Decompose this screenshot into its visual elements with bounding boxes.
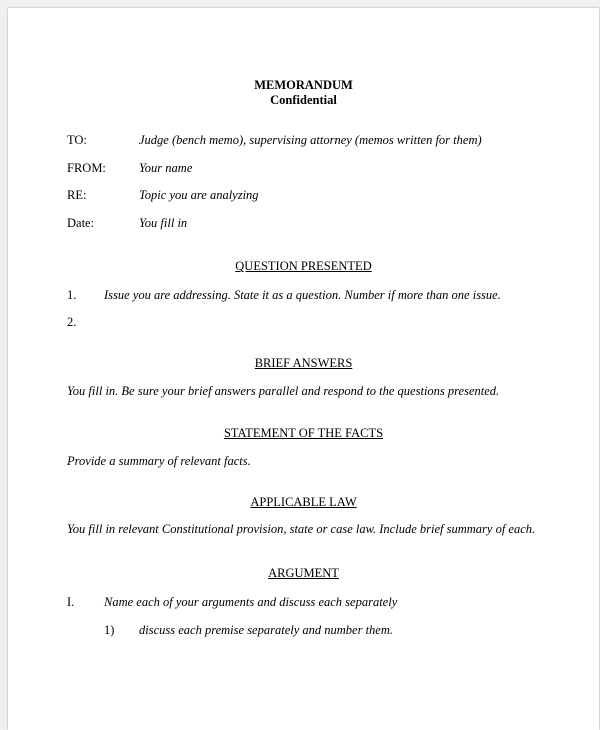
applicable-law-heading: APPLICABLE LAW	[250, 495, 357, 509]
question-number-2: 2.	[67, 315, 77, 329]
date-value: You fill in	[139, 216, 188, 230]
to-value: Judge (bench memo), supervising attorney (memos written for them)	[139, 133, 482, 147]
from-value: Your name	[139, 161, 193, 175]
argument-text-1: Name each of your arguments and discuss each separately	[104, 595, 398, 609]
date-label: Date:	[67, 216, 95, 230]
brief-answers-text: You fill in. Be sure your brief answers parallel and respond to the questions presented.	[67, 384, 500, 398]
re-value: Topic you are analyzing	[139, 188, 259, 202]
question-number-1: 1.	[67, 288, 77, 302]
memo-subtitle: Confidential	[270, 93, 337, 107]
argument-heading: ARGUMENT	[268, 566, 339, 580]
question-presented-heading: QUESTION PRESENTED	[235, 259, 372, 273]
to-label: TO:	[67, 133, 87, 147]
argument-sub-text-1: discuss each premise separately and number them.	[139, 623, 394, 637]
question-text-1: Issue you are addressing. State it as a question. Number if more than one issue.	[104, 288, 501, 302]
statement-of-facts-text: Provide a summary of relevant facts.	[67, 454, 251, 468]
argument-sub-number-1: 1)	[104, 623, 115, 637]
applicable-law-text: You fill in relevant Constitutional provision, state or case law. Include brief summary of each.	[67, 522, 536, 536]
brief-answers-heading: BRIEF ANSWERS	[254, 356, 353, 370]
re-label: RE:	[67, 188, 87, 202]
statement-of-facts-heading: STATEMENT OF THE FACTS	[223, 426, 384, 440]
argument-number-1: I.	[67, 595, 75, 609]
memo-title: MEMORANDUM	[254, 78, 353, 92]
from-label: FROM:	[67, 161, 106, 175]
memo-page	[8, 8, 599, 730]
